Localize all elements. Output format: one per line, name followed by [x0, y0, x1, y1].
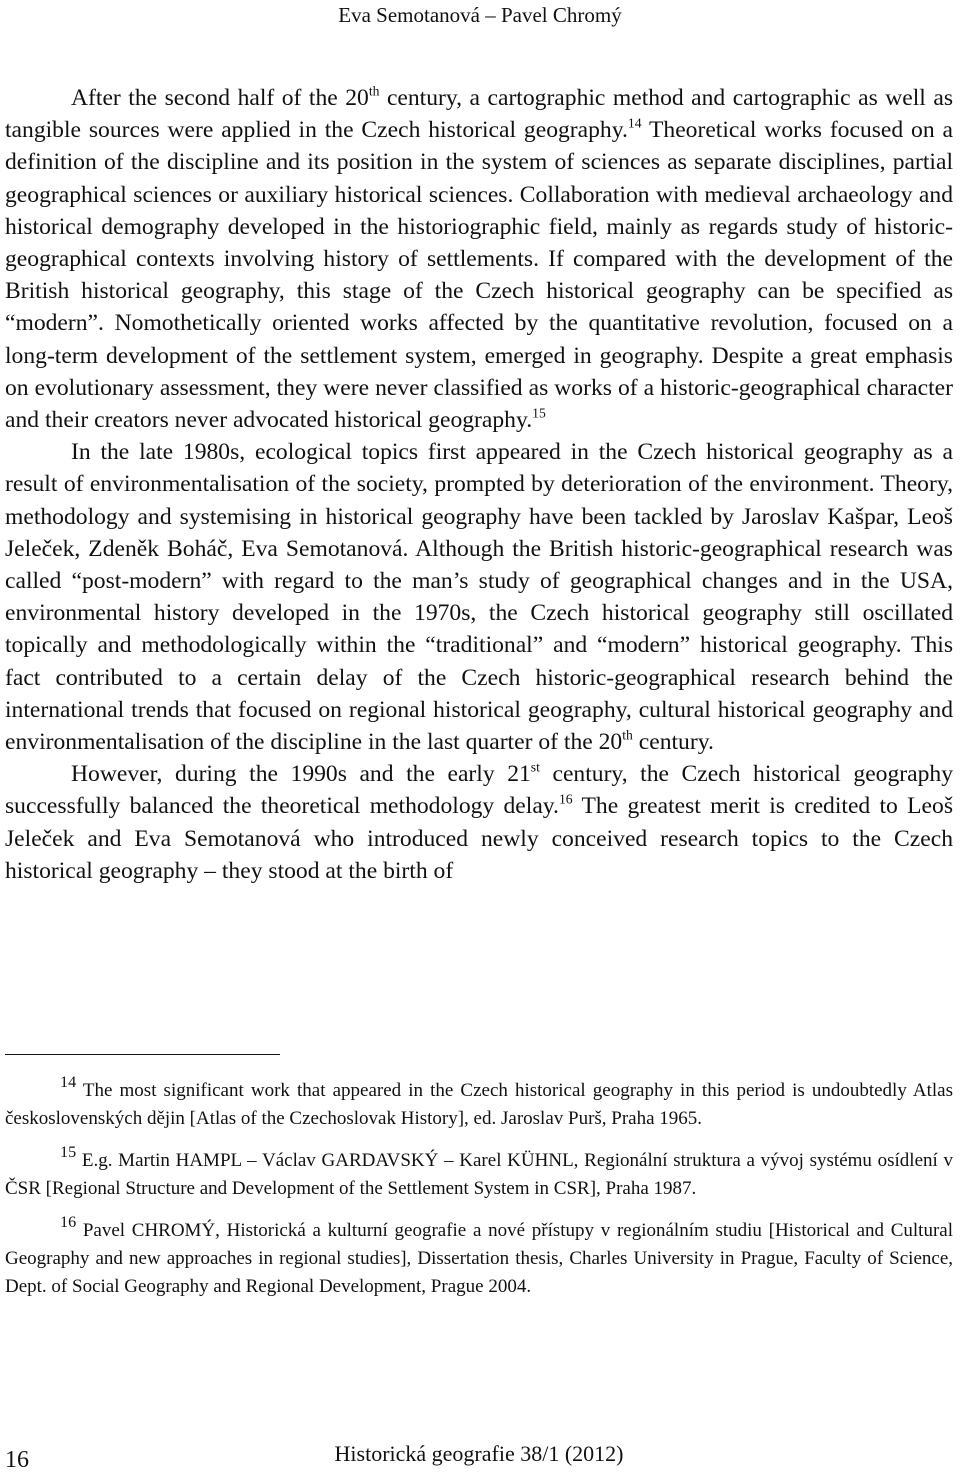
page-footer: [5, 1440, 953, 1474]
footnote-16: [5, 1214, 953, 1301]
footnote-number: 16: [60, 1214, 77, 1232]
paragraph-1: After the second half of the 20th century, a cartographic method and cartographic as well as tangible sources were applied in the Czech historical geography.$^{14}$ Theoretical works focused on a definition of the discipline and its position in the system of sciences as separate disciplines, partial geographical sciences or auxiliary historical sciences. Collaboration with medieval archaeology and historical demography developed in the historiographic field, mainly as regards study of historic-geographical contexts involving history of settlements. If compared with the development of the British historical geography, this stage of the Czech historical geography can be specified as “modern”. Nomothetically oriented works affected by the quantitative revolution, focused on a long-term development of the settlement system, emerged in geography. Despite a great emphasis on evolutionary assessment, they were never classified as works of a historic-geographical character and their creators never advocated historical geography.$^{15}$: [5, 83, 954, 434]
footnote-number: 15: [60, 1144, 77, 1162]
footnote-ref-14[interactable]: 14: [627, 115, 642, 131]
footnotes: [5, 1074, 953, 1315]
footnote-text: The most significant work that appeared in the Czech historical geography in this period is undoubtedly Atlas československých dějin [Atlas of the Czechoslovak History], ed. Jaroslav Purš, Praha 1965.: [5, 1080, 953, 1129]
footnote-text: E.g. Martin HAMPL – Václav GARDAVSKÝ – Karel KÜHNL, Regionální struktura a vývoj systému osídlení v ČSR [Regional Structure and Development of the Settlement System in CSR], Praha 1987.: [5, 1150, 953, 1199]
footnote-15: [5, 1144, 953, 1203]
superscript-ordinal: th: [368, 83, 380, 99]
main-text: [5, 82, 953, 887]
footnote-separator: [5, 1054, 280, 1055]
superscript-ordinal: st: [530, 759, 540, 775]
paragraph-3: However, during the 1990s and the early 21st century, the Czech historical geography successfully balanced the theoretical methodology delay.$^{16}$ The greatest merit is credited to Leoš Jeleček and Eva Semotanová who introduced newly conceived research topics to the Czech historical geography – they stood at the birth of: [5, 759, 954, 884]
footnote-number: 14: [60, 1074, 77, 1092]
footnote-ref-16[interactable]: 16: [558, 792, 573, 808]
journal-citation: Historická geografie 38/1 (2012): [334, 1441, 624, 1466]
footnote-text: Pavel CHROMÝ, Historická a kulturní geografie a nové přístupy v regionálním studiu [Historical and Cultural Geography and new approaches in regional studies], Dissertation thesis, Charles University in Prague, Faculty of Science, Dept. of Social Geography and Regional Development, Prague 2004.: [5, 1220, 953, 1297]
paragraph-2: In the late 1980s, ecological topics first appeared in the Czech historical geography as a result of environmentalisation of the society, prompted by deterioration of the environment. Theory, methodology and systemising in historical geography have been tackled by Jaroslav Kašpar, Leoš Jeleček, Zdeněk Boháč, Eva Semotanová. Although the British historic-geographical research was called “post-modern” with regard to the man’s study of geographical changes and in the USA, environmental history developed in the 1970s, the Czech historical geography still oscillated topically and methodologically within the “traditional” and “modern” historical geography. This fact contributed to a certain delay of the Czech historic-geographical research behind the international trends that focused on regional historical geography, cultural historical geography and environmentalisation of the discipline in the last quarter of the 20th century.: [5, 439, 953, 756]
header-authors: Eva Semotanová – Pavel Chromý: [338, 3, 622, 27]
running-header: [0, 2, 960, 28]
page-number: 16: [5, 1447, 29, 1473]
superscript-ordinal: th: [622, 727, 633, 743]
footnote-ref-15[interactable]: 15: [532, 405, 546, 421]
footnote-14: [5, 1074, 953, 1133]
